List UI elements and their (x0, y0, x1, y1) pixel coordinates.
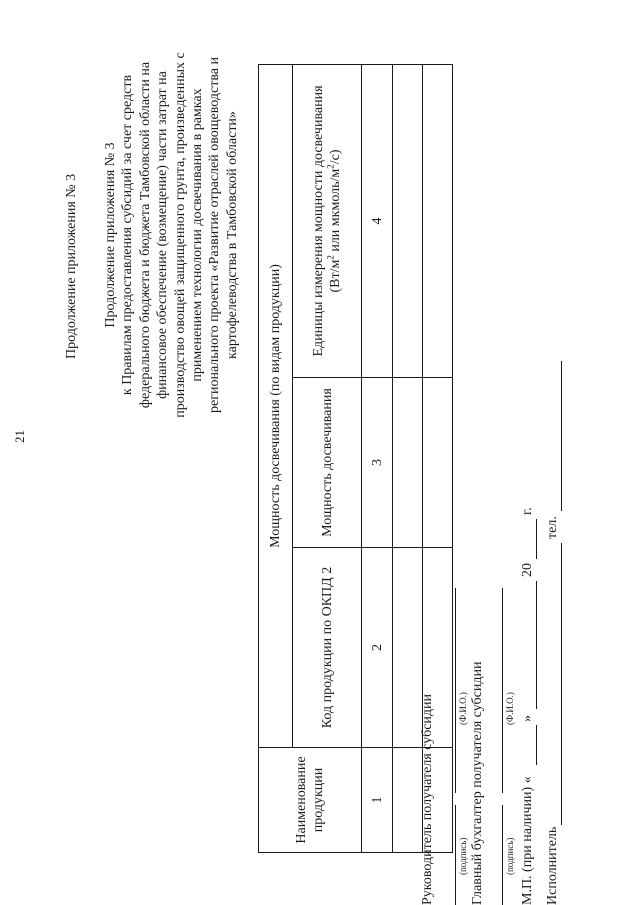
rules-line: производство овощей защищенного грунта, произведенных с (172, 52, 188, 418)
year-suffix: г. (520, 507, 535, 515)
header-lighting-power: Мощность досвечивания (293, 378, 362, 548)
page-number: 21 (12, 430, 27, 443)
head-of-recipient-label: Руководитель получателя субсидии (420, 693, 435, 905)
rules-line: Продолжение приложения № 3 (103, 142, 118, 328)
header-lighting-power-group: Мощность досвечивания (по видам продукции) (259, 65, 293, 748)
table-cell (393, 65, 423, 378)
date-quote: » (520, 715, 535, 722)
phone-label: тел. (545, 516, 560, 539)
year-prefix: 20 (520, 563, 535, 577)
header-okpd-code: Код продукции по ОКПД 2 (293, 548, 362, 748)
chief-accountant-label: Главный бухгалтер получателя субсидии (470, 661, 485, 905)
rules-line: картофелеводства в Тамбовской области» (224, 111, 240, 359)
name-caption: (Ф.И.О.) (458, 692, 468, 725)
day-line (536, 725, 537, 765)
column-number: 1 (362, 748, 393, 853)
table-cell (423, 65, 453, 378)
rules-line: регионального проекта «Развитие отраслей овощеводства и (207, 57, 223, 413)
rules-line: применением технологии досвечивания в рамках (190, 88, 206, 382)
rules-line: федерального бюджета и бюджета Тамбовской области на (137, 61, 153, 409)
stamp-date-label: М.П. (при наличии) « (520, 776, 535, 905)
header-product-name: Наименование продукции (259, 748, 362, 853)
name-line (455, 588, 456, 793)
month-line (536, 581, 537, 709)
header-units-line2: ($Вт/м^2$ или мкмоль/$м^2/с$) (325, 149, 343, 293)
executor-label: Исполнитель (545, 826, 560, 905)
table-subheader-row (293, 65, 362, 853)
name-line (502, 588, 503, 793)
rules-reference-block (102, 10, 241, 460)
continuation-title: Продолжение приложения № 3 (64, 173, 79, 359)
rules-line: финансовое обеспечение (возмещение) части затрат на (155, 71, 171, 399)
table-row (393, 65, 423, 853)
executor-line (561, 543, 562, 825)
header-units (293, 65, 362, 378)
column-number: 4 (362, 65, 393, 378)
table-cell (393, 378, 423, 548)
name-caption: (Ф.И.О.) (505, 692, 515, 725)
rules-line: к Правилам предоставления субсидий за счет средств (120, 74, 136, 396)
table-row (362, 65, 393, 853)
table-cell (423, 378, 453, 548)
column-number: 3 (362, 378, 393, 548)
table-header-row (259, 65, 293, 853)
table-cell (393, 748, 423, 853)
column-number: 2 (362, 548, 393, 748)
signature-line (455, 805, 456, 905)
signature-caption: (подпись) (458, 837, 468, 875)
signature-line (502, 805, 503, 905)
year-line (536, 519, 537, 559)
signature-caption: (подпись) (505, 837, 515, 875)
table-cell (393, 548, 423, 748)
header-units-line1: Единицы измерения мощности досвечивания (311, 85, 326, 357)
phone-line (561, 361, 562, 511)
